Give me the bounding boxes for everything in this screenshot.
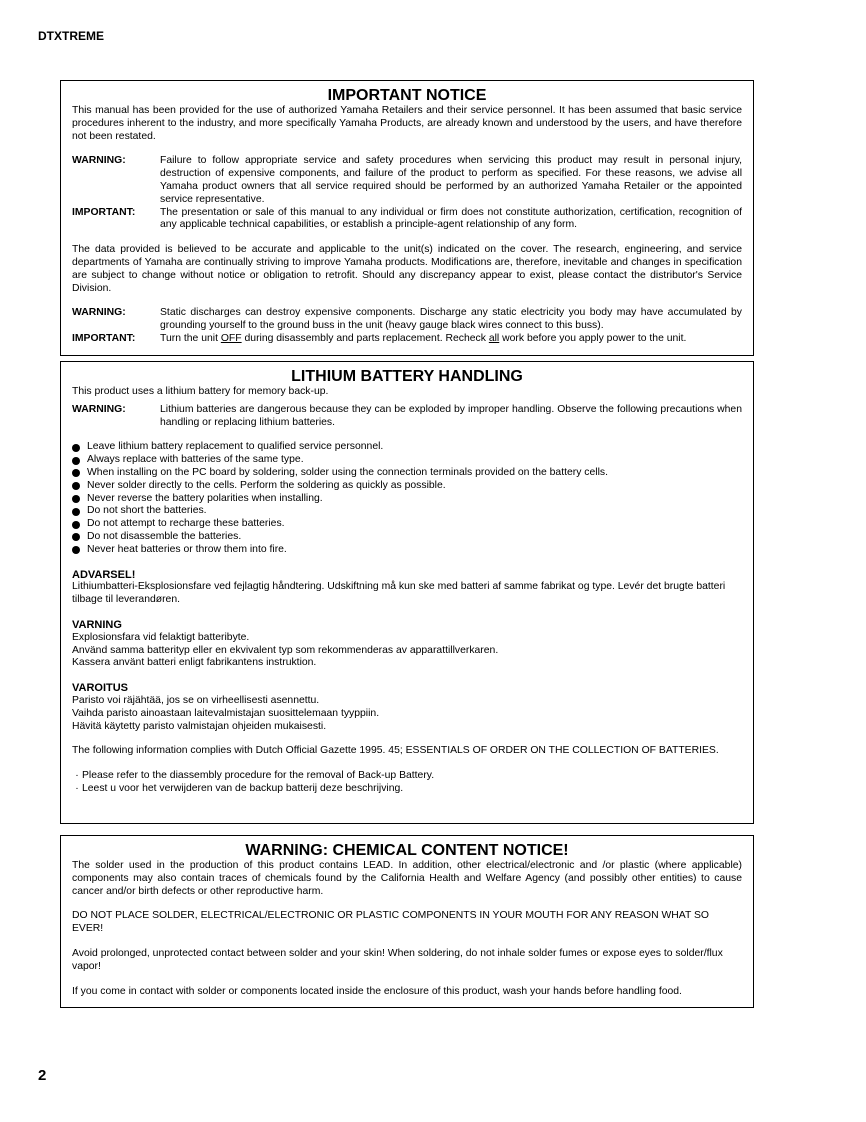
battery-precautions-list (72, 441, 742, 556)
chemical-p3: Avoid prolonged, unprotected contact between solder and your skin! When soldering, do not inhale solder fumes or expose eyes to solder/flux vapor! (72, 947, 723, 972)
important2-text: Turn the unit OFF during disassembly and parts replacement. Recheck all work before you apply power to the unit. (160, 332, 687, 344)
dot-item: · Please refer to the diassembly procedure for the removal of Back-up Battery. (72, 770, 742, 783)
varoitus-line: Paristo voi räjähtää, jos se on virheellisesti asennettu. (72, 694, 320, 706)
warning2-text: Static discharges can destroy expensive components. Discharge any static electricity you body may have accumulated by grounding yourself to the ground buss in the unit (heavy gauge black wires connect to this buss). (160, 307, 742, 332)
list-item: Never reverse the battery polarities when installing. (72, 493, 742, 506)
bullet-icon (72, 457, 80, 465)
advarsel-text: Lithiumbatteri-Eksplosionsfare ved fejlagtig håndtering. Udskiftning må kun ske med batteri af samme fabrikat og type. Levér det brugte batteri tilbage til leverandøren. (72, 581, 726, 606)
chemical-notice-title: WARNING: CHEMICAL CONTENT NOTICE! (245, 842, 569, 859)
bullet-icon (72, 521, 80, 529)
varning-line: Använd samma batterityp eller en ekvivalent typ som rekommenderas av apparattillverkaren. (72, 644, 499, 656)
important2-label: IMPORTANT: (72, 332, 136, 344)
all-emphasis: all (488, 332, 500, 344)
important-notice-box (60, 80, 754, 356)
important-notice-title: IMPORTANT NOTICE (327, 87, 487, 104)
chemical-notice-box (60, 835, 754, 1008)
list-item: Always replace with batteries of the same type. (72, 454, 742, 467)
dutch-gazette-text: The following information complies with Dutch Official Gazette 1995. 45; ESSENTIALS OF ORDER ON THE COLLECTION OF BATTERIES. (72, 745, 719, 757)
warning2-label: WARNING: (72, 307, 126, 319)
page-number: 2 (38, 1067, 47, 1084)
middle-dot-icon: · (75, 782, 79, 794)
dot-item: · Leest u voor het verwijderen van de backup batterij deze beschrijving. (72, 783, 742, 796)
chemical-p4: If you come in contact with solder or components located inside the enclosure of this product, wash your hands before handling food. (72, 985, 682, 997)
varoitus-line: Vaihda paristo ainoastaan laitevalmistajan suosittelemaan tyyppiin. (72, 707, 380, 719)
battery-warning (72, 404, 742, 430)
notice-power-important (72, 333, 742, 346)
varning-line: Explosionsfara vid felaktigt batteribyte. (72, 631, 250, 643)
advarsel-heading: ADVARSEL! (72, 568, 136, 581)
varning-line: Kassera använt batteri enligt fabrikantens instruktion. (72, 657, 317, 669)
middle-dot-icon: · (75, 770, 79, 782)
list-item: Never solder directly to the cells. Perform the soldering as quickly as possible. (72, 480, 742, 493)
bullet-icon (72, 469, 80, 477)
varning-heading: VARNING (72, 618, 122, 631)
list-item: Do not short the batteries. (72, 505, 742, 518)
notice-static-warning (72, 307, 742, 333)
list-item: Leave lithium battery replacement to qualified service personnel. (72, 441, 742, 454)
lithium-battery-title: LITHIUM BATTERY HANDLING (291, 368, 523, 385)
battery-warning-label: WARNING: (72, 403, 126, 415)
lithium-battery-box (60, 361, 754, 824)
list-item: Never heat batteries or throw them into fire. (72, 544, 742, 557)
varoitus-line: Hävitä käytetty paristo valmistajan ohjeiden mukaisesti. (72, 720, 327, 732)
varoitus-heading: VAROITUS (72, 682, 129, 695)
bullet-icon (72, 444, 80, 452)
notice-important (72, 207, 742, 233)
list-item: When installing on the PC board by soldering, solder using the connection terminals provided on the battery cells. (72, 467, 742, 480)
warning-text: Failure to follow appropriate service and safety procedures when servicing this product may result in personal injury, destruction of expensive components, and failure of the product to perform as specified. For these reasons, we advise all Yamaha product owners that all service required should be performed by an authorized Yamaha Retailer or the appointed service representative. (160, 155, 742, 205)
notice-warning (72, 155, 742, 206)
bullet-icon (72, 482, 80, 490)
chemical-p2: DO NOT PLACE SOLDER, ELECTRICAL/ELECTRONIC OR PLASTIC COMPONENTS IN YOUR MOUTH FOR ANY REASON WHAT SO EVER! (72, 910, 710, 935)
warning-label: WARNING: (72, 155, 126, 167)
battery-warning-text: Lithium batteries are dangerous because they can be exploded by improper handling. Observe the following precautions when handling or replacing lithium batteries. (160, 403, 742, 428)
chemical-p1: The solder used in the production of this product contains LEAD. In addition, other electrical/electronic and /or plastic (where applicable) components may also contain traces of chemicals found by the California Health and Welfare Agency (and possibly other entities) to cause cancer and/or birth defects or other reproductive harm. (72, 860, 742, 897)
important-text: The presentation or sale of this manual to any individual or firm does not constitute authorization, certification, recognition of any applicable technical capabilities, or establish a principle-agent relationship of any form. (160, 206, 742, 231)
notice-intro: This manual has been provided for the use of authorized Yamaha Retailers and their service personnel. It has been assumed that basic service procedures inherent to the industry, and more specifically Yamaha Products, are already known and understood by the users, and have therefore not been restated. (72, 105, 742, 142)
notice-data-text: The data provided is believed to be accurate and applicable to the unit(s) indicated on the cover. The research, engineering, and service departments of Yamaha are continually striving to improve Yamaha products. Modifications are, therefore, inevitable and changes in specification are subject to change without notice or obligation to retrofit. Should any discrepancy appear to exist, please contact the distributor's Service Division. (72, 244, 742, 294)
bullet-icon (72, 508, 80, 516)
list-item: Do not attempt to recharge these batteries. (72, 518, 742, 531)
off-emphasis: OFF (220, 332, 242, 344)
bullet-icon (72, 495, 80, 503)
battery-intro: This product uses a lithium battery for memory back-up. (72, 386, 329, 397)
important-label: IMPORTANT: (72, 206, 136, 218)
list-item: Do not disassemble the batteries. (72, 531, 742, 544)
model-name: DTXTREME (38, 29, 104, 43)
bullet-icon (72, 533, 80, 541)
bullet-icon (72, 546, 80, 554)
